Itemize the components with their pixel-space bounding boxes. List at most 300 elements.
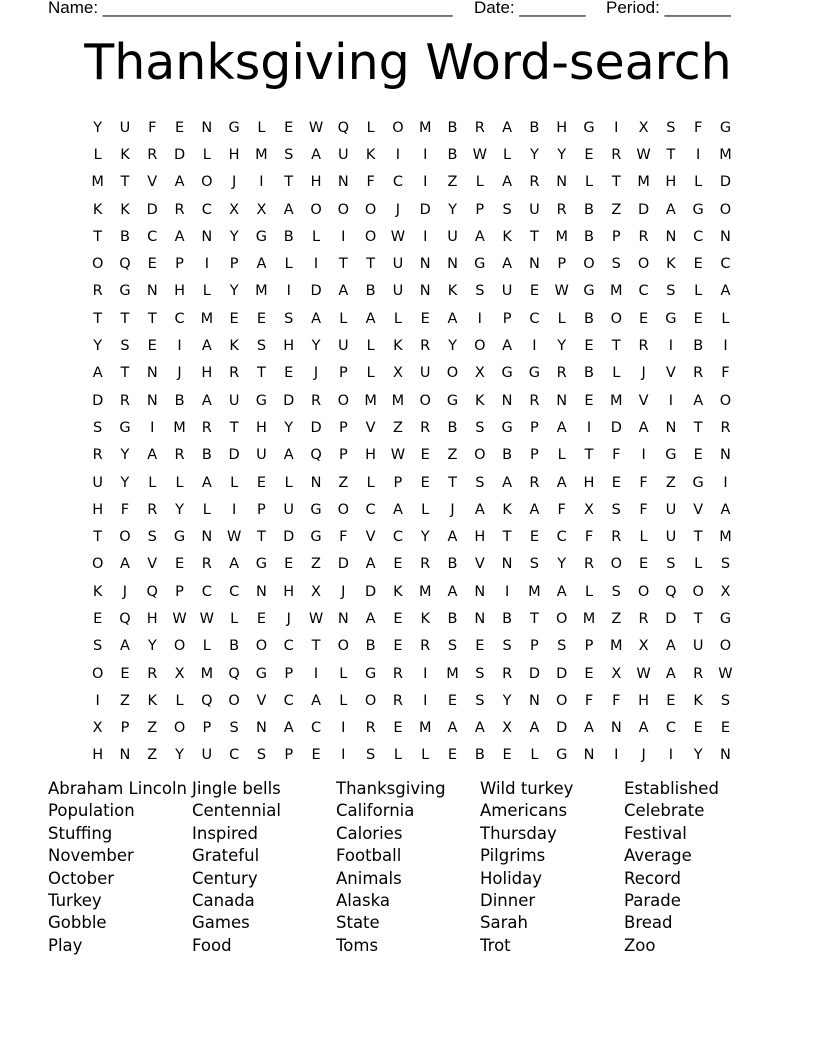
grid-cell: H <box>228 146 240 163</box>
grid-cell: K <box>447 283 458 300</box>
grid-cell: N <box>337 610 349 627</box>
grid-cell: I <box>614 119 619 136</box>
grid-cell: M <box>418 583 432 600</box>
grid-cell: N <box>556 174 568 191</box>
grid-cell: I <box>313 665 319 682</box>
grid-cell: I <box>341 720 346 737</box>
grid-cell: P <box>502 310 512 327</box>
grid-cell: T <box>93 228 103 245</box>
word-list-item: Celebrate <box>624 801 705 821</box>
grid-cell: B <box>365 638 376 655</box>
grid-cell: H <box>201 365 213 382</box>
grid-cell: T <box>448 474 457 491</box>
grid-cell: Z <box>311 556 321 573</box>
grid-cell: B <box>447 119 458 136</box>
grid-cell: K <box>365 146 376 163</box>
grid-cell: U <box>665 529 677 546</box>
grid-cell: W <box>554 283 569 300</box>
grid-cell: Y <box>175 747 184 764</box>
grid-cell: V <box>256 692 267 709</box>
grid-cell: P <box>475 201 485 218</box>
grid-cell: R <box>420 556 431 573</box>
grid-cell: T <box>693 610 703 627</box>
grid-cell: D <box>173 146 186 163</box>
word-column <box>480 778 624 957</box>
grid-cell: M <box>637 174 650 191</box>
grid-cell: O <box>474 447 486 464</box>
grid-cell: L <box>230 474 239 491</box>
grid-cell: E <box>393 610 403 627</box>
grid-cell: G <box>665 310 677 327</box>
grid-cell: R <box>147 501 158 518</box>
grid-cell: F <box>639 474 648 491</box>
grid-cell: A <box>447 720 458 737</box>
word-column <box>48 778 192 957</box>
grid-cell: P <box>530 447 539 464</box>
grid-cell: I <box>723 338 728 355</box>
word-list-item: Play <box>48 935 83 955</box>
grid-cell: T <box>529 228 539 245</box>
grid-cell: E <box>584 338 594 355</box>
worksheet-header <box>48 0 748 20</box>
word-list-item: Americans <box>480 801 568 821</box>
word-list-item: Century <box>192 868 258 888</box>
grid-cell: R <box>529 474 540 491</box>
grid-cell: B <box>283 228 294 245</box>
grid-cell: A <box>665 638 676 655</box>
grid-cell: P <box>584 638 594 655</box>
grid-cell: B <box>447 610 458 627</box>
grid-cell: B <box>447 419 458 436</box>
grid-cell: M <box>91 174 104 191</box>
grid-cell: R <box>310 392 322 409</box>
grid-cell: A <box>665 201 676 218</box>
word-list-item: Grateful <box>192 846 260 866</box>
grid-cell: V <box>365 419 376 436</box>
grid-cell: O <box>91 256 104 273</box>
grid-cell: R <box>611 529 622 546</box>
grid-cell: L <box>366 338 375 355</box>
grid-cell: Y <box>93 119 103 136</box>
grid-cell: E <box>584 392 594 409</box>
grid-cell: Y <box>693 747 703 764</box>
grid-cell: H <box>283 338 295 355</box>
grid-cell: S <box>475 474 485 491</box>
grid-cell: T <box>611 174 621 191</box>
grid-cell: E <box>93 610 103 627</box>
grid-cell: N <box>419 283 431 300</box>
grid-cell: O <box>337 201 350 218</box>
grid-cell: B <box>201 447 212 464</box>
grid-cell: B <box>502 610 513 627</box>
grid-cell: U <box>228 392 240 409</box>
grid-cell: M <box>610 392 623 409</box>
grid-cell: J <box>313 365 319 382</box>
grid-cell: M <box>173 419 186 436</box>
grid-cell: Q <box>337 119 350 136</box>
grid-cell: S <box>475 692 485 709</box>
grid-cell: C <box>310 720 322 737</box>
grid-cell: C <box>392 529 403 546</box>
word-list-item: October <box>48 868 115 888</box>
grid-cell: L <box>721 310 730 327</box>
grid-cell: T <box>93 529 103 546</box>
grid-cell: R <box>119 392 130 409</box>
grid-cell: P <box>175 256 184 273</box>
grid-cell: P <box>611 228 621 245</box>
grid-cell: R <box>147 146 158 163</box>
grid-cell: E <box>229 310 239 327</box>
grid-cell: L <box>503 146 512 163</box>
grid-cell: R <box>392 665 403 682</box>
grid-cell: I <box>423 228 428 245</box>
grid-cell: D <box>310 419 322 436</box>
grid-cell: K <box>666 256 676 273</box>
grid-cell: L <box>421 747 430 764</box>
grid-cell: X <box>311 583 321 600</box>
grid-cell: A <box>119 556 130 573</box>
grid-cell: W <box>308 610 324 627</box>
grid-cell: G <box>446 392 459 409</box>
grid-cell: R <box>638 228 649 245</box>
grid-cell: F <box>694 119 703 136</box>
grid-cell: F <box>584 692 594 709</box>
grid-cell: I <box>313 256 319 273</box>
grid-cell: K <box>120 201 130 218</box>
grid-cell: N <box>201 228 213 245</box>
grid-cell: I <box>423 665 428 682</box>
word-list-item: Parade <box>624 891 681 911</box>
grid-cell: O <box>583 256 595 273</box>
grid-cell: G <box>364 665 377 682</box>
grid-cell: L <box>175 474 184 491</box>
grid-cell: T <box>93 310 103 327</box>
grid-cell: R <box>174 201 185 218</box>
grid-cell: N <box>419 256 431 273</box>
grid-cell: B <box>584 201 594 218</box>
grid-cell: O <box>692 583 704 600</box>
grid-cell: V <box>147 556 158 573</box>
grid-cell: U <box>92 474 103 491</box>
grid-cell: A <box>638 419 649 436</box>
grid-cell: L <box>366 365 375 382</box>
grid-cell: X <box>638 638 649 655</box>
word-list-item: Animals <box>336 868 402 888</box>
grid-cell: P <box>338 365 348 382</box>
grid-cell: A <box>502 338 513 355</box>
word-list-item: Trot <box>480 935 511 955</box>
grid-cell: C <box>201 201 212 218</box>
grid-cell: I <box>504 583 510 600</box>
grid-cell: A <box>584 720 594 737</box>
grid-cell: C <box>556 529 567 546</box>
grid-cell: E <box>420 474 430 491</box>
word-list-item: November <box>48 846 134 866</box>
grid-cell: G <box>528 365 541 382</box>
grid-cell: M <box>418 720 432 737</box>
grid-cell: Y <box>175 501 184 518</box>
grid-cell: I <box>423 692 428 709</box>
grid-cell: T <box>611 338 621 355</box>
grid-cell: S <box>611 501 621 518</box>
grid-cell: L <box>366 119 375 136</box>
grid-cell: N <box>256 583 267 600</box>
word-list-item: Pilgrims <box>480 846 546 866</box>
grid-cell: C <box>720 256 731 273</box>
grid-cell: A <box>556 419 567 436</box>
grid-cell: L <box>694 556 703 573</box>
grid-cell: R <box>392 692 403 709</box>
grid-cell: X <box>92 720 103 737</box>
grid-cell: M <box>610 283 623 300</box>
grid-cell: N <box>720 228 731 245</box>
grid-cell: L <box>557 310 566 327</box>
grid-cell: F <box>612 447 621 464</box>
word-list-item: Record <box>624 868 682 888</box>
grid-cell: T <box>257 529 266 546</box>
grid-cell: N <box>201 119 213 136</box>
grid-cell: G <box>255 392 268 409</box>
grid-cell: L <box>584 583 594 600</box>
grid-cell: L <box>202 638 211 655</box>
word-list-item: Stuffing <box>48 823 113 843</box>
grid-cell: O <box>364 228 377 245</box>
grid-cell: X <box>638 119 649 136</box>
grid-cell: D <box>365 583 377 600</box>
grid-cell: A <box>693 392 704 409</box>
grid-cell: S <box>666 556 676 573</box>
grid-cell: G <box>255 556 268 573</box>
grid-cell: S <box>475 665 485 682</box>
grid-cell: V <box>474 556 485 573</box>
grid-cell: K <box>475 392 485 409</box>
grid-cell: M <box>719 146 732 163</box>
grid-cell: I <box>477 310 482 327</box>
grid-cell: S <box>720 692 731 709</box>
grid-cell: L <box>93 146 102 163</box>
grid-cell: N <box>528 256 540 273</box>
grid-cell: X <box>474 365 485 382</box>
word-list-item: Sarah <box>480 913 528 933</box>
grid-cell: C <box>147 228 158 245</box>
grid-cell: S <box>720 556 731 573</box>
word-list-item: Dinner <box>480 891 536 911</box>
grid-cell: N <box>720 447 731 464</box>
grid-cell: O <box>255 638 268 655</box>
grid-cell: I <box>95 692 100 709</box>
grid-cell: Y <box>557 338 567 355</box>
grid-cell: E <box>174 556 185 573</box>
grid-cell: X <box>611 665 622 682</box>
grid-cell: I <box>668 338 674 355</box>
grid-cell: A <box>502 119 513 136</box>
grid-cell: Z <box>338 474 349 491</box>
grid-cell: E <box>502 747 512 764</box>
grid-cell: R <box>556 365 567 382</box>
word-list-item: Centennial <box>192 801 281 821</box>
grid-cell: I <box>423 146 428 163</box>
grid-cell: O <box>446 365 459 382</box>
grid-cell: N <box>501 556 513 573</box>
grid-cell: E <box>447 692 458 709</box>
grid-cell: S <box>229 720 239 737</box>
grid-cell: E <box>174 119 185 136</box>
grid-cell: A <box>720 501 731 518</box>
grid-cell: S <box>284 146 294 163</box>
grid-cell: L <box>339 310 348 327</box>
grid-cell: W <box>308 119 324 136</box>
grid-cell: N <box>610 720 622 737</box>
grid-cell: Q <box>119 256 131 273</box>
grid-cell: D <box>719 174 732 191</box>
word-list-item: California <box>336 801 415 821</box>
grid-cell: N <box>665 228 677 245</box>
grid-cell: E <box>120 665 130 682</box>
grid-cell: H <box>665 174 677 191</box>
grid-cell: L <box>311 228 321 245</box>
grid-cell: K <box>693 692 703 709</box>
word-list-item: Established <box>624 779 719 798</box>
grid-cell: D <box>556 720 568 737</box>
grid-cell: A <box>529 720 540 737</box>
grid-cell: F <box>339 529 348 546</box>
grid-cell: T <box>529 610 539 627</box>
grid-cell: E <box>447 747 458 764</box>
grid-cell: C <box>529 310 540 327</box>
grid-cell: F <box>612 692 621 709</box>
grid-cell: U <box>692 638 704 655</box>
grid-cell: L <box>366 474 375 491</box>
grid-cell: A <box>174 174 185 191</box>
grid-cell: C <box>665 720 676 737</box>
grid-cell: L <box>175 692 184 709</box>
grid-cell: G <box>310 529 322 546</box>
grid-cell: O <box>610 556 622 573</box>
grid-cell: I <box>341 747 346 764</box>
word-column <box>192 778 336 957</box>
grid-cell: T <box>311 638 321 655</box>
grid-cell: G <box>583 283 595 300</box>
grid-cell: R <box>529 174 540 191</box>
grid-cell: F <box>584 529 594 546</box>
grid-cell: A <box>474 720 485 737</box>
grid-cell: E <box>420 447 430 464</box>
grid-cell: T <box>584 447 594 464</box>
grid-cell: Y <box>229 228 239 245</box>
grid-cell: I <box>259 174 264 191</box>
grid-cell: E <box>475 638 485 655</box>
grid-cell: P <box>229 256 239 273</box>
grid-cell: M <box>610 638 623 655</box>
grid-cell: S <box>502 201 512 218</box>
grid-cell: O <box>364 201 377 218</box>
name-field: Name: _____________________________________ <box>48 0 453 17</box>
grid-cell: A <box>229 556 240 573</box>
grid-cell: E <box>693 720 703 737</box>
grid-cell: A <box>201 392 212 409</box>
grid-cell: U <box>256 447 267 464</box>
word-list-item: State <box>336 913 380 933</box>
grid-cell: I <box>286 283 291 300</box>
grid-cell: R <box>365 720 376 737</box>
grid-cell: C <box>283 692 294 709</box>
grid-cell: Q <box>310 447 322 464</box>
grid-cell: N <box>119 747 131 764</box>
grid-cell: A <box>201 338 212 355</box>
grid-cell: H <box>556 119 568 136</box>
grid-cell: G <box>665 447 677 464</box>
grid-cell: S <box>666 283 676 300</box>
grid-cell: G <box>719 610 732 627</box>
grid-cell: W <box>636 146 651 163</box>
grid-cell: J <box>341 583 346 600</box>
grid-cell: X <box>392 365 403 382</box>
grid-cell: J <box>231 174 237 191</box>
grid-cell: Y <box>502 692 512 709</box>
grid-cell: P <box>338 419 348 436</box>
grid-cell: S <box>147 529 157 546</box>
grid-cell: L <box>639 529 648 546</box>
word-list-item: Average <box>624 846 692 866</box>
grid-cell: D <box>665 610 677 627</box>
word-list-item: Abraham Lincoln <box>48 779 187 798</box>
grid-cell: P <box>393 474 403 491</box>
grid-cell: E <box>639 310 649 327</box>
word-list-item: Thanksgiving <box>336 779 446 798</box>
word-list-item: Canada <box>192 891 255 911</box>
grid-cell: A <box>92 365 103 382</box>
grid-cell: O <box>555 610 568 627</box>
grid-cell: S <box>611 256 621 273</box>
grid-cell: D <box>528 665 540 682</box>
grid-cell: Y <box>229 283 239 300</box>
grid-cell: U <box>283 501 295 518</box>
grid-cell: E <box>393 720 403 737</box>
grid-cell: E <box>393 556 403 573</box>
grid-cell: B <box>474 747 485 764</box>
grid-cell: E <box>256 474 267 491</box>
grid-cell: L <box>339 665 348 682</box>
grid-cell: Y <box>529 146 539 163</box>
grid-cell: Z <box>392 419 403 436</box>
grid-cell: S <box>502 638 512 655</box>
grid-cell: P <box>530 419 539 436</box>
grid-cell: K <box>92 201 103 218</box>
grid-cell: K <box>92 583 103 600</box>
grid-cell: U <box>447 228 458 245</box>
grid-cell: A <box>474 501 485 518</box>
grid-cell: L <box>393 310 402 327</box>
grid-cell: L <box>584 174 594 191</box>
grid-cell: G <box>255 665 268 682</box>
grid-cell: A <box>311 146 321 163</box>
grid-cell: Q <box>119 610 131 627</box>
grid-cell: E <box>147 256 157 273</box>
grid-cell: S <box>256 747 267 764</box>
grid-cell: I <box>668 392 674 409</box>
grid-cell: V <box>638 392 649 409</box>
grid-cell: A <box>338 283 349 300</box>
grid-cell: I <box>614 747 619 764</box>
grid-cell: M <box>391 392 405 409</box>
grid-cell: I <box>641 447 646 464</box>
grid-cell: A <box>392 501 403 518</box>
word-list <box>48 778 768 957</box>
grid-cell: P <box>257 501 266 518</box>
grid-cell: G <box>228 119 240 136</box>
grid-cell: O <box>337 392 350 409</box>
grid-cell: T <box>366 256 376 273</box>
